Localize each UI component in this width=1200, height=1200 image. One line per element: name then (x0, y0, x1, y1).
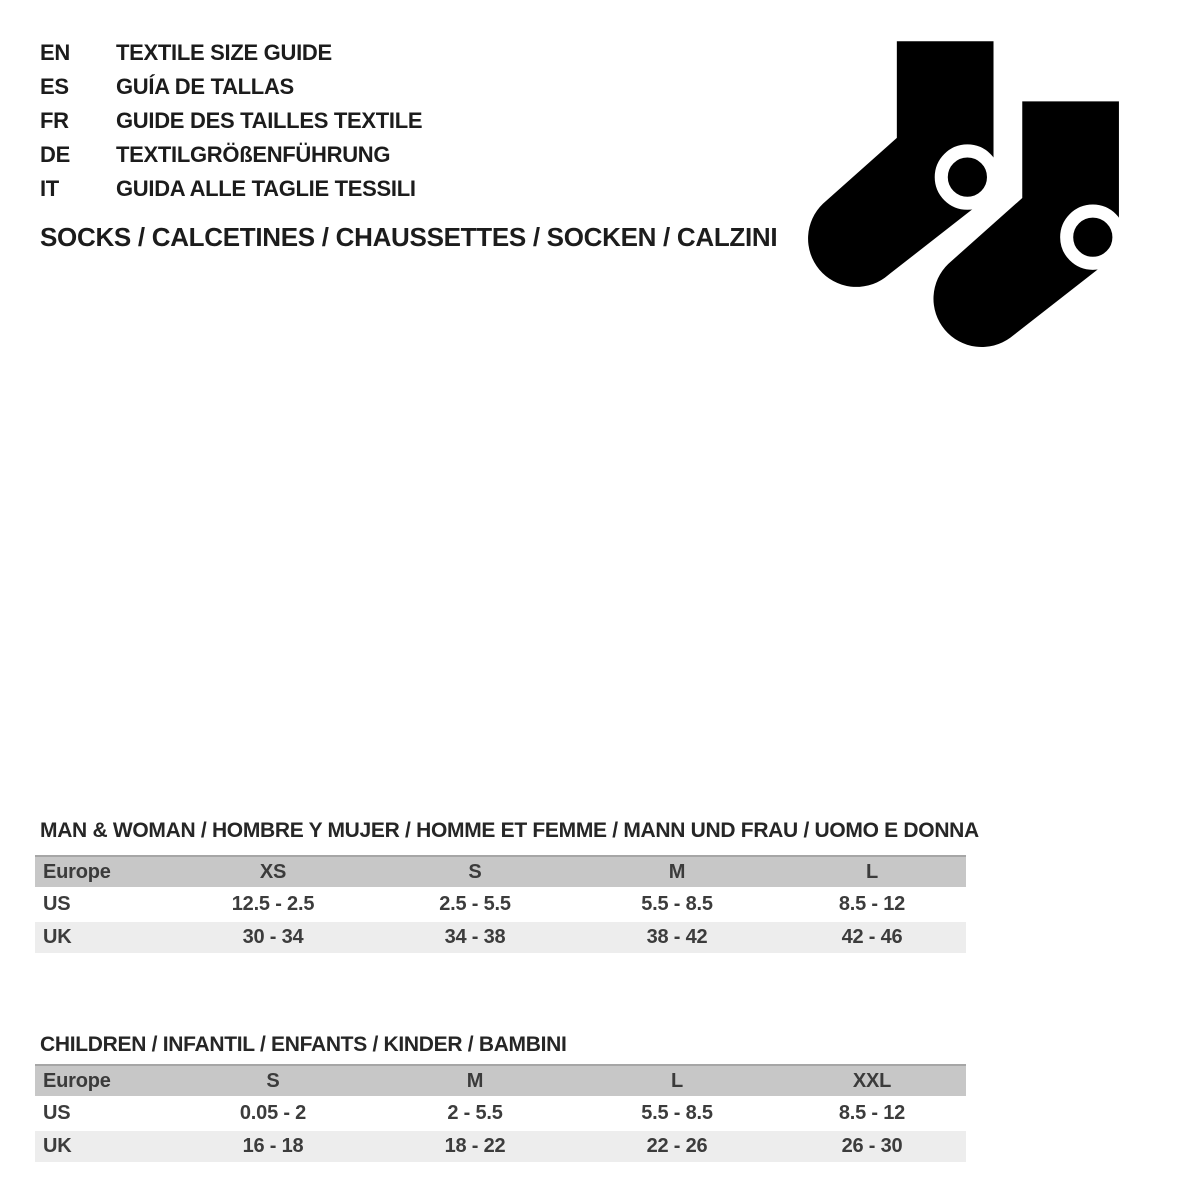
language-code: FR (40, 108, 69, 133)
socks-icon (800, 36, 1140, 360)
language-row (40, 138, 422, 172)
header-cell: L (778, 855, 966, 889)
language-code: ES (40, 74, 69, 99)
size-value: 2.5 - 5.5 (374, 889, 576, 922)
language-code: IT (40, 176, 59, 201)
category-line: SOCKS / CALCETINES / CHAUSSETTES / SOCKEN / CALZINI (40, 222, 778, 252)
header-cell: M (374, 1064, 576, 1098)
language-title: TEXTILGRÖßENFÜHRUNG (116, 142, 391, 167)
language-code: DE (40, 142, 70, 167)
language-row (40, 70, 422, 104)
language-code: EN (40, 40, 70, 65)
table-title-children: CHILDREN / INFANTIL / ENFANTS / KINDER / BAMBINI (40, 1033, 567, 1056)
language-title: GUIDE DES TAILLES TEXTILE (116, 108, 423, 133)
table-row (35, 1131, 966, 1164)
language-title: GUIDA ALLE TAGLIE TESSILI (116, 176, 416, 201)
row-label: US (35, 889, 172, 922)
size-value: 22 - 26 (576, 1131, 778, 1164)
header-cell: Europe (35, 855, 172, 889)
size-value: 5.5 - 8.5 (576, 889, 778, 922)
table-row (35, 922, 966, 955)
size-value: 5.5 - 8.5 (576, 1098, 778, 1131)
size-value: 8.5 - 12 (778, 1098, 966, 1131)
table-row (35, 889, 966, 922)
header-cell: XS (172, 855, 374, 889)
size-value: 2 - 5.5 (374, 1098, 576, 1131)
size-value: 42 - 46 (778, 922, 966, 955)
header-cell: M (576, 855, 778, 889)
size-table-children (35, 1064, 966, 1164)
row-label: US (35, 1098, 172, 1131)
size-table-man-woman (35, 855, 966, 955)
row-label: UK (35, 1131, 172, 1164)
size-value: 30 - 34 (172, 922, 374, 955)
language-title: GUÍA DE TALLAS (116, 74, 294, 99)
language-row (40, 172, 422, 206)
language-title-list (40, 36, 422, 206)
size-value: 34 - 38 (374, 922, 576, 955)
row-label: UK (35, 922, 172, 955)
header-cell: S (172, 1064, 374, 1098)
table-header-row (35, 855, 966, 889)
header-cell: L (576, 1064, 778, 1098)
size-value: 0.05 - 2 (172, 1098, 374, 1131)
language-row (40, 104, 422, 138)
size-value: 26 - 30 (778, 1131, 966, 1164)
header-cell: S (374, 855, 576, 889)
size-value: 8.5 - 12 (778, 889, 966, 922)
header-cell: Europe (35, 1064, 172, 1098)
language-row (40, 36, 422, 70)
table-title-man-woman: MAN & WOMAN / HOMBRE Y MUJER / HOMME ET FEMME / MANN UND FRAU / UOMO E DONNA (40, 819, 979, 842)
size-value: 12.5 - 2.5 (172, 889, 374, 922)
table-row (35, 1098, 966, 1131)
language-title: TEXTILE SIZE GUIDE (116, 40, 332, 65)
header-cell: XXL (778, 1064, 966, 1098)
size-value: 38 - 42 (576, 922, 778, 955)
size-value: 18 - 22 (374, 1131, 576, 1164)
size-value: 16 - 18 (172, 1131, 374, 1164)
table-header-row (35, 1064, 966, 1098)
